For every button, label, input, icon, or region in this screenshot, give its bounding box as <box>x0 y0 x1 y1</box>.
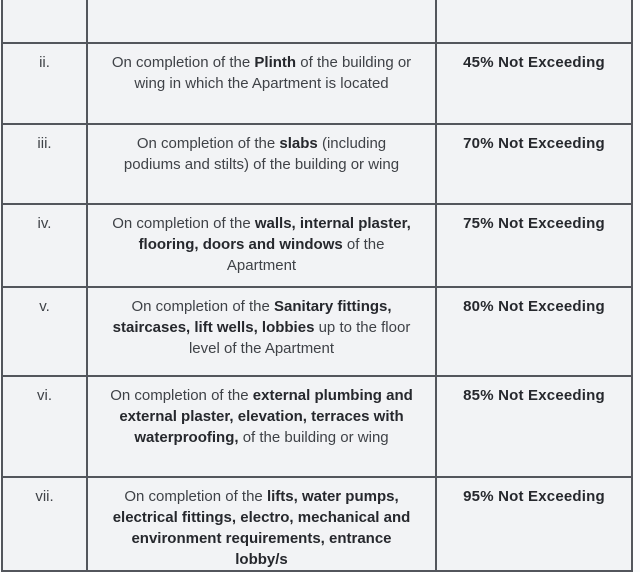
description-bold-segment: Plinth <box>254 54 297 71</box>
description-bold-segment: Sanitary fittings, staircases, lift wells, lobbies <box>112 298 392 336</box>
milestone-description-cell <box>87 124 436 204</box>
description-bold-segment: external plumbing and external plaster, elevation, terraces with waterproofing, <box>119 387 413 446</box>
description-bold-segment: slabs <box>279 135 318 152</box>
row-number-cell: ii. <box>2 43 87 124</box>
description-text-segment: On completion of the <box>124 488 267 505</box>
row-number-cell: vii. <box>2 477 87 571</box>
percentage-cell: 80% Not Exceeding <box>436 287 632 376</box>
description-text-segment: of the building or wing in which the Apartment is located <box>134 54 412 92</box>
row-number-cell: v. <box>2 287 87 376</box>
milestone-description-cell <box>87 477 436 571</box>
description-bold-segment: lifts, water pumps, electrical fittings, electro, mechanical and environment requirements, entrance lobby/s <box>112 488 411 568</box>
table-row <box>2 0 632 43</box>
milestone-description-cell <box>87 376 436 477</box>
milestone-description-cell <box>87 0 436 43</box>
percentage-cell: 75% Not Exceeding <box>436 204 632 287</box>
description-text-segment: of the building or wing <box>238 429 389 446</box>
row-number-cell: vi. <box>2 376 87 477</box>
payment-milestone-table <box>1 0 633 572</box>
row-number-cell: iv. <box>2 204 87 287</box>
percentage-cell: 70% Not Exceeding <box>436 124 632 204</box>
percentage-cell: 45% Not Exceeding <box>436 43 632 124</box>
table-body <box>2 0 632 571</box>
table-row <box>2 477 632 571</box>
description-text-segment: (including podiums and stilts) of the building or wing <box>123 135 400 173</box>
description-text-segment: On completion of the <box>112 215 255 232</box>
description-text-segment: On completion of the <box>111 54 255 71</box>
milestone-description-cell <box>87 43 436 124</box>
description-text-segment: up to the floor level of the Apartment <box>188 319 411 357</box>
percentage-cell <box>436 0 632 43</box>
document-page <box>1 0 633 572</box>
row-number-cell <box>2 0 87 43</box>
table-row <box>2 204 632 287</box>
description-bold-segment: walls, internal plaster, flooring, doors and windows <box>138 215 411 253</box>
milestone-description-cell <box>87 287 436 376</box>
description-text-segment: On completion of the <box>136 135 280 152</box>
description-text-segment: On completion of the <box>110 387 253 404</box>
table-row <box>2 43 632 124</box>
percentage-cell: 85% Not Exceeding <box>436 376 632 477</box>
table-row <box>2 376 632 477</box>
row-number-cell: iii. <box>2 124 87 204</box>
milestone-description-cell <box>87 204 436 287</box>
table-row <box>2 124 632 204</box>
percentage-cell: 95% Not Exceeding <box>436 477 632 571</box>
description-text-segment: of the Apartment <box>226 236 385 274</box>
table-row <box>2 287 632 376</box>
description-text-segment: On completion of the <box>131 298 275 315</box>
